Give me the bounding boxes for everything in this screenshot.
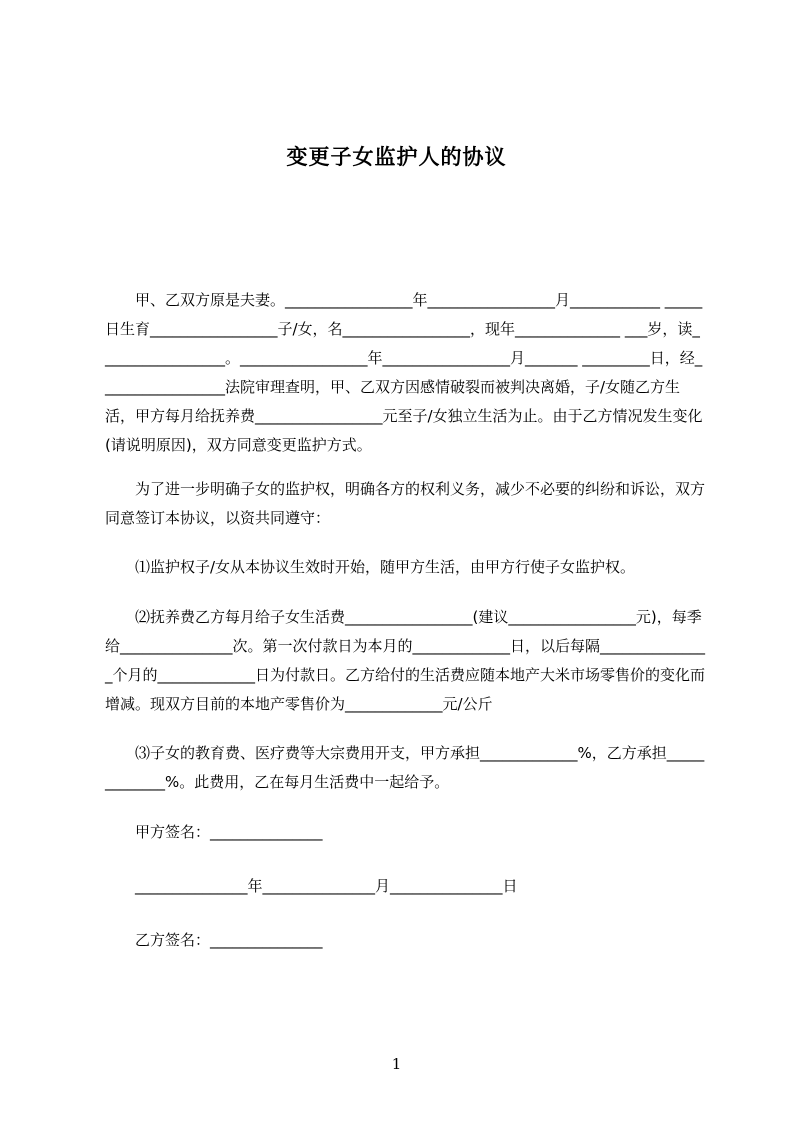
clause-guardianship: ⑴监护权子/女从本协议生效时开始，随甲方生活，由甲方行使子女监护权。	[105, 558, 636, 576]
signature-party-b: 乙方签名：_______________	[135, 931, 323, 949]
page-number: 1	[391, 1055, 402, 1073]
signature-party-a: 甲方签名：_______________	[135, 823, 323, 841]
paragraph-purpose: 为了进一步明确子女的监护权，明确各方的权利义务，减少不必要的纠纷和诉讼，双方同意签订本协议，以资共同遵守：	[105, 480, 706, 527]
signing-date: _______________年_______________月_______________日	[135, 877, 518, 895]
clause-support-payment: ⑵抚养费乙方每月给子女生活费_________________(建议_________________元)，每季给_______________次。第一次付款日为本月的_____________日，以后每隔_______________个月的_____________日为付款日。乙方给付的生活费应随本地产大米市场零售价的变化而增减。现双方目前的本地产零售价为_____________元/公斤	[105, 608, 706, 713]
document-title: 变更子女监护人的协议	[286, 145, 507, 169]
clause-major-expenses: ⑶子女的教育费、医疗费等大宗费用开支，甲方承担_____________%，乙方承担_____________%。此费用，乙在每月生活费中一起给予。	[105, 744, 705, 791]
paragraph-background: 甲、乙双方原是夫妻。_________________年_________________月____________ _____日生育_________________子/女，名_________________，现年______________ ___岁，读_________________。_________________年_________________月_______ _________日，经_________________法院审理查明，甲、乙双方因感情破裂而被判决离婚，子/女随乙方生活，甲方每月给抚养费_________________元至子/女独立生活为止。由于乙方情况发生变化(请说明原因)，双方同意变更监护方式。	[105, 291, 703, 454]
